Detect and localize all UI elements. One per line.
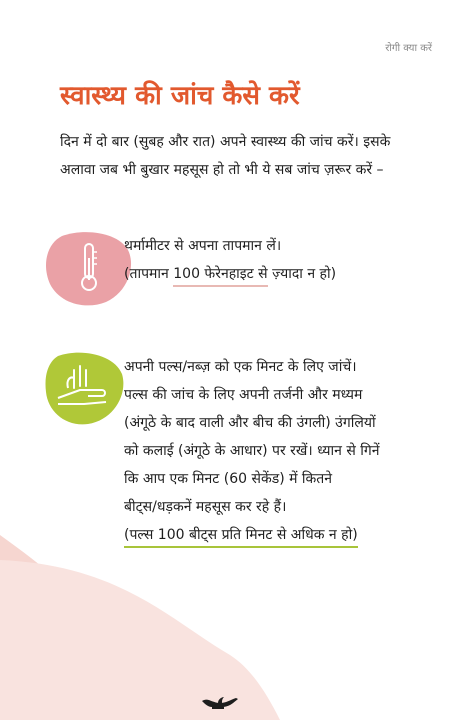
wrist-pulse-icon bbox=[44, 350, 124, 425]
temperature-line: थर्मामीटर से अपना तापमान लें। bbox=[124, 238, 282, 254]
pulse-note bbox=[124, 521, 444, 549]
thermometer-icon bbox=[44, 228, 134, 308]
intro-line: अलावा जब भी बुखार महसूस हो तो भी ये सब जांच ज़रूर करें – bbox=[60, 162, 384, 178]
temperature-note-after: ज़्यादा न हो) bbox=[267, 266, 337, 282]
intro-line: दिन में दो बार (सुबह और रात) अपने स्वास्थ्य की जांच करें। इसके bbox=[60, 134, 391, 150]
temperature-note bbox=[124, 260, 444, 288]
pulse-text bbox=[124, 353, 444, 549]
lamp-icon bbox=[200, 692, 240, 710]
page-title: स्वास्थ्य की जांच कैसे करें bbox=[60, 81, 300, 111]
pulse-line: (अंगूठे के बाद वाली और बीच की उंगली) उंगलियों bbox=[124, 415, 376, 431]
pulse-line: कि आप एक मिनट (60 सेकेंड) में कितने bbox=[124, 471, 333, 487]
pulse-line: बीट्स/धड़कनें महसूस कर रहे हैं। bbox=[124, 499, 287, 515]
running-header: रोगी क्या करें bbox=[385, 43, 432, 54]
pulse-line: पल्स की जांच के लिए अपनी तर्जनी और मध्यम bbox=[124, 387, 363, 403]
pulse-line: को कलाई (अंगूठे के आधार) पर रखें। ध्यान से गिनें bbox=[124, 443, 380, 459]
temperature-note-before: (तापमान bbox=[124, 266, 174, 282]
intro-paragraph bbox=[60, 128, 440, 184]
pulse-line: अपनी पल्स/नब्ज़ को एक मिनट के लिए जांचें। bbox=[124, 359, 357, 375]
temperature-text bbox=[124, 232, 444, 288]
temperature-note-underlined: 100 फेरेनहाइट से bbox=[173, 263, 267, 287]
pulse-note-text: (पल्स 100 बीट्स प्रति मिनट से अधिक न हो) bbox=[124, 524, 358, 548]
